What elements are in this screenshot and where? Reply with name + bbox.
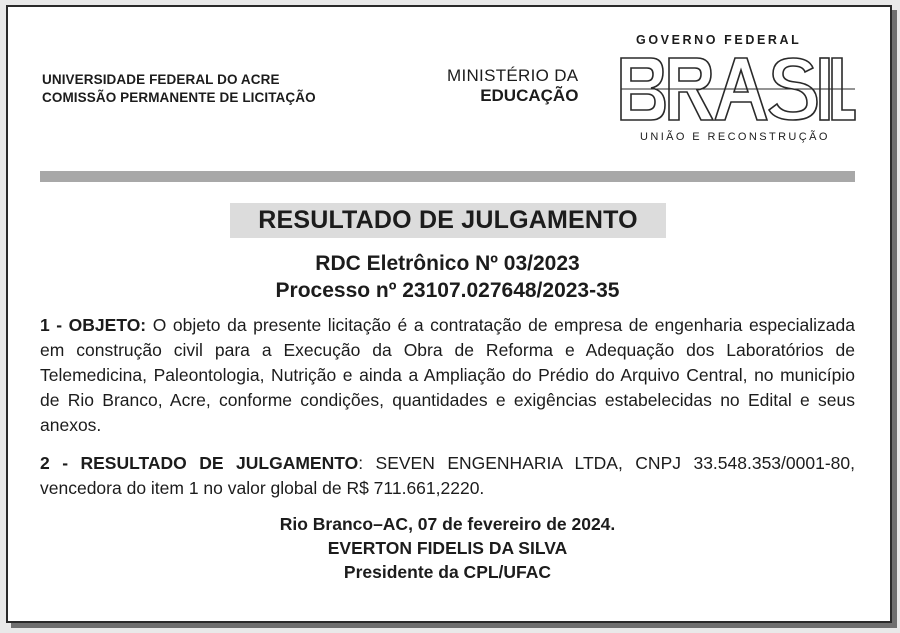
government-label: GOVERNO FEDERAL <box>636 33 802 47</box>
place-date: Rio Branco–AC, 07 de fevereiro de 2024. <box>279 514 616 534</box>
ministry-label: MINISTÉRIO DA <box>447 66 579 85</box>
section-object <box>40 313 855 438</box>
commission-name: COMISSÃO PERMANENTE DE LICITAÇÃO <box>42 90 316 105</box>
ministry-name: EDUCAÇÃO <box>480 86 579 105</box>
brasil-logo <box>617 54 857 124</box>
signer-role: Presidente da CPL/UFAC <box>343 562 552 582</box>
institution-name: UNIVERSIDADE FEDERAL DO ACRE <box>42 72 280 87</box>
section-result-label: 2 - RESULTADO DE JULGAMENTO <box>40 453 359 473</box>
document-title: RESULTADO DE JULGAMENTO <box>258 206 638 234</box>
title-box <box>230 203 666 238</box>
section-object-label: 1 - OBJETO: <box>40 315 147 335</box>
section-object-text: O objeto da presente licitação é a contratação de empresa de engenharia especializada em construção civil para a Execução da Obra de Reforma e Adequação dos Laboratórios de Telemedicina, Paleontologia, Nutrição e ainda a Ampliação do Prédio do Arquivo Central, no município de Rio Branco, Acre, conforme condições, quantidades e exigências estabelecidas no Edital e seus anexos. <box>40 315 855 435</box>
brand-slogan: UNIÃO E RECONSTRUÇÃO <box>640 131 830 143</box>
header-divider <box>40 171 855 182</box>
ministry-block <box>447 66 578 106</box>
section-result <box>40 451 855 501</box>
section-result-text: : SEVEN ENGENHARIA LTDA, CNPJ 33.548.353/0001-80, vencedora do item 1 no valor global de R$ 711.661,2220. <box>40 453 855 498</box>
signer-name: EVERTON FIDELIS DA SILVA <box>327 538 568 558</box>
institution-block <box>42 71 316 107</box>
process-number: Processo nº 23107.027648/2023-35 <box>275 279 620 302</box>
rdc-number: RDC Eletrônico Nº 03/2023 <box>315 252 580 275</box>
